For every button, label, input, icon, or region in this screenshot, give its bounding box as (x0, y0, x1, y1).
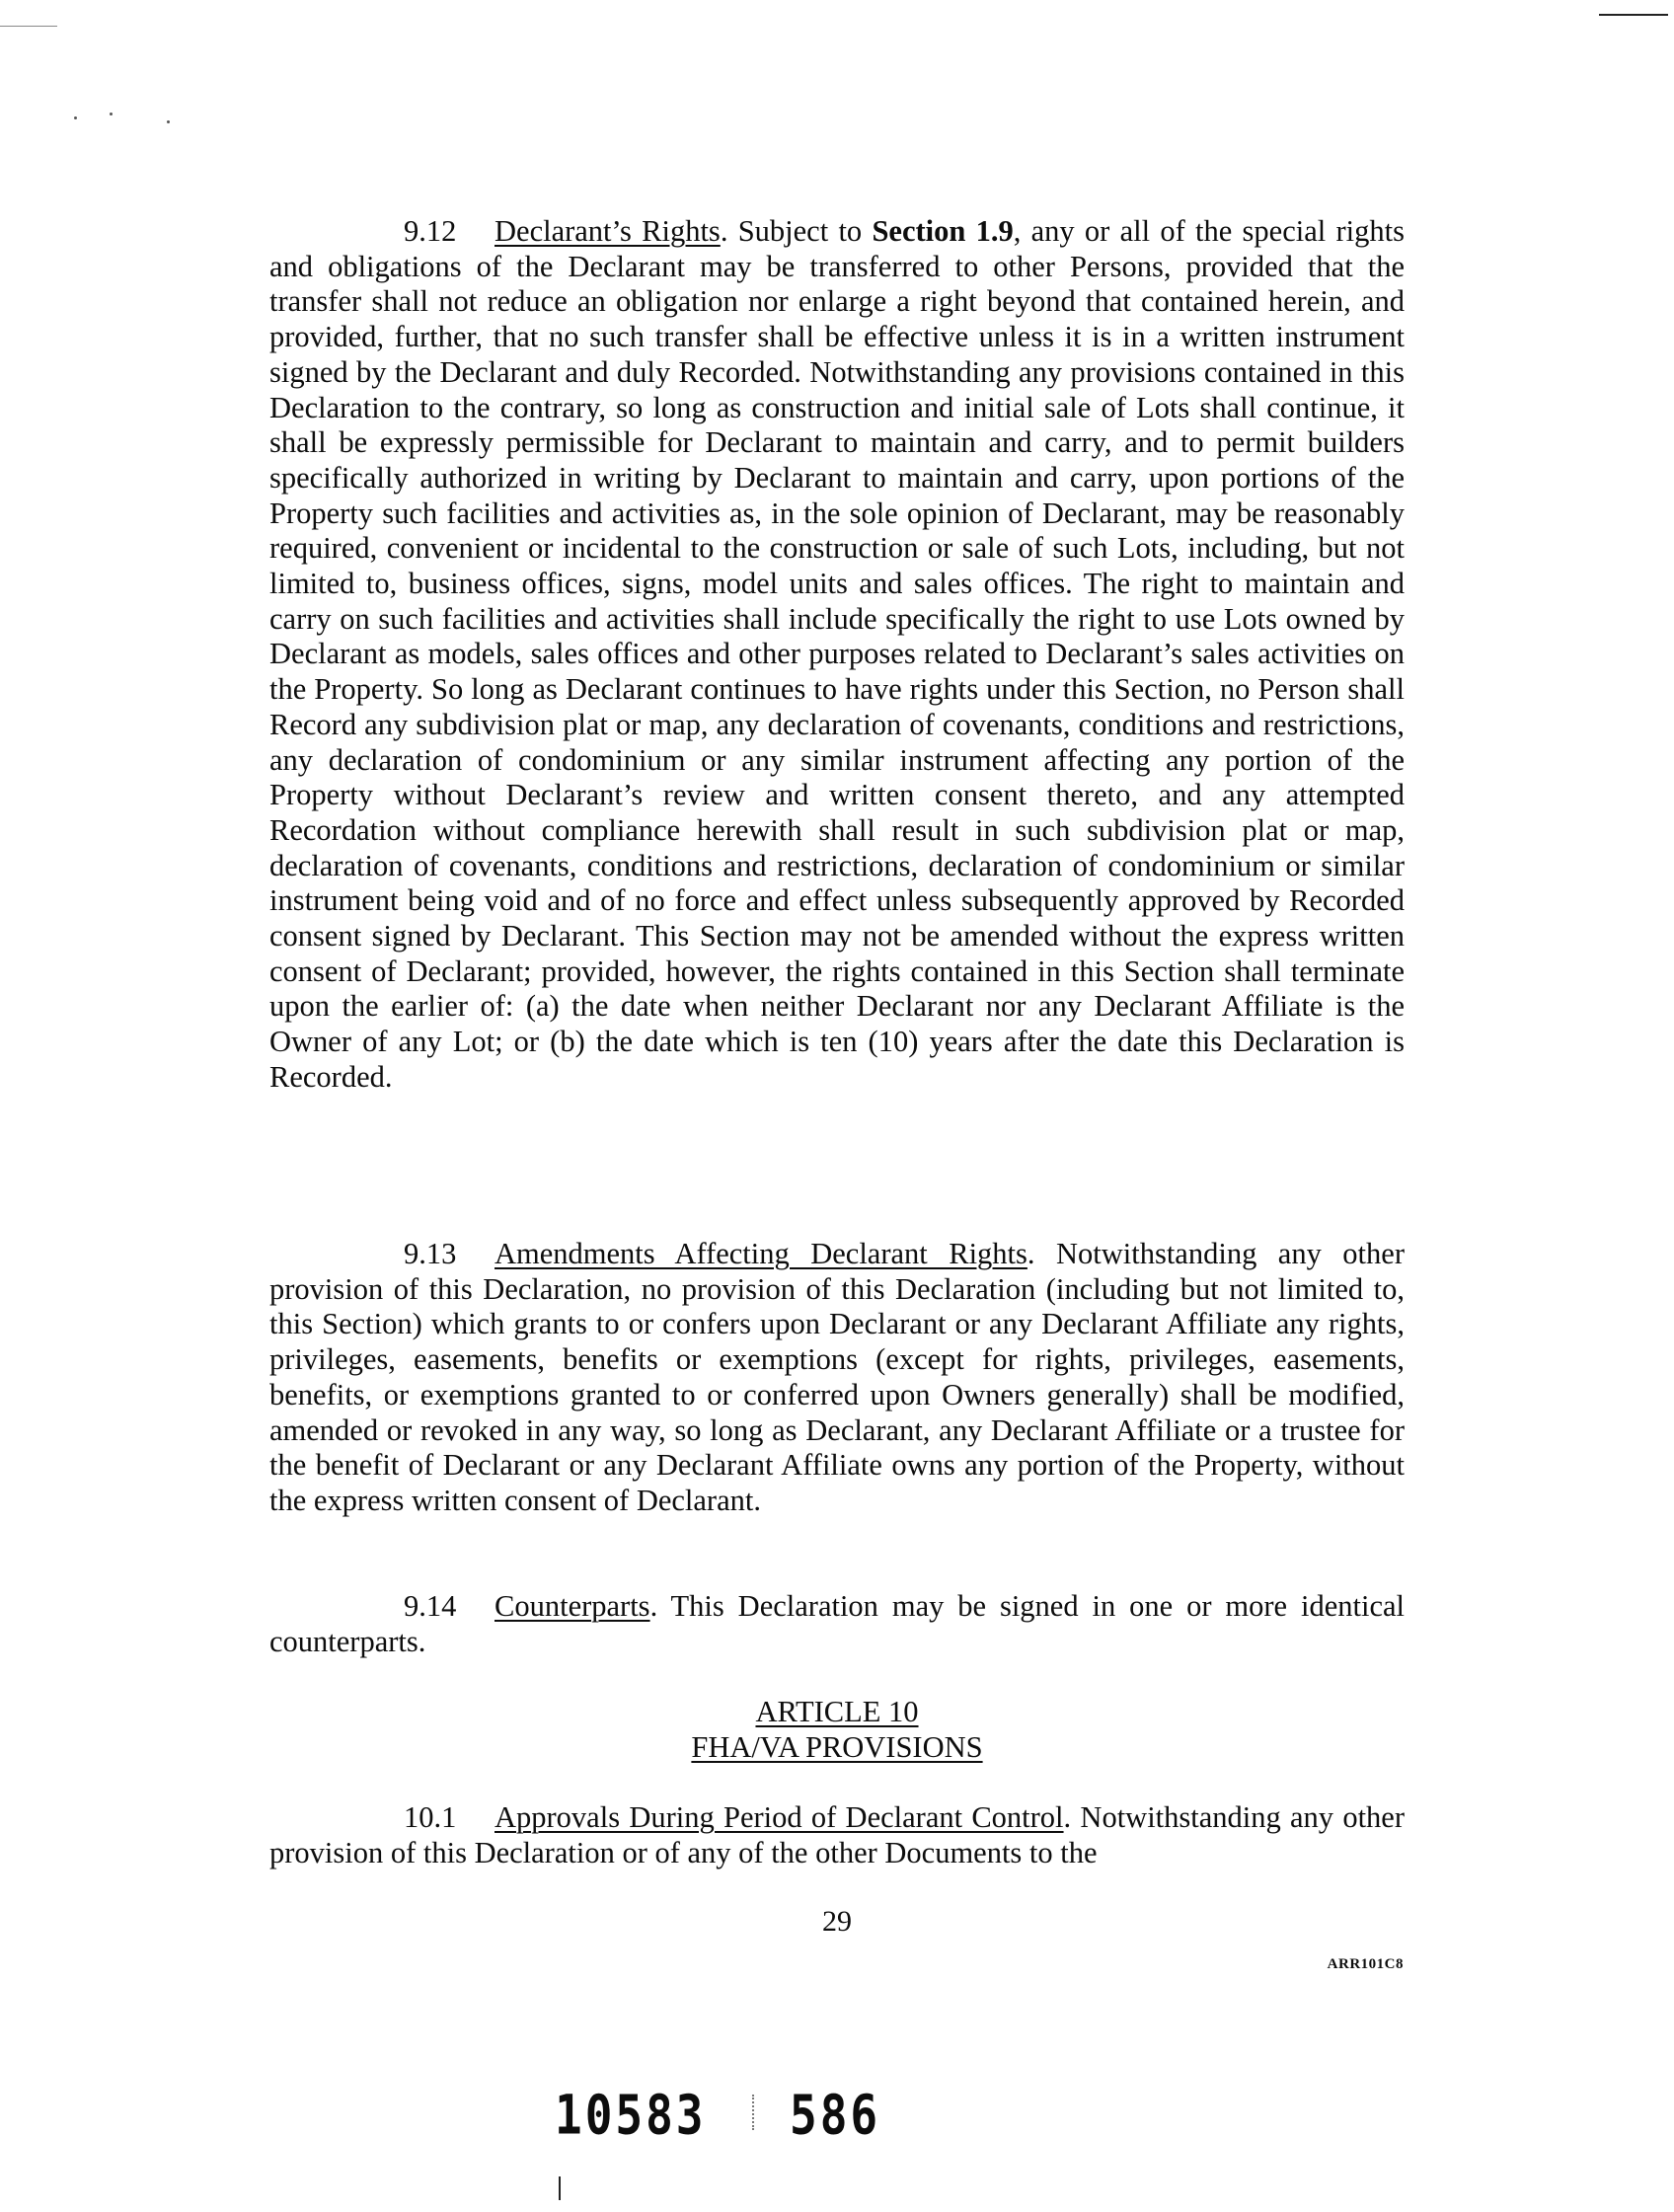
section-9-13-paragraph (269, 1237, 1405, 1519)
recording-stamp-book: 10583 (555, 2083, 707, 2147)
scan-artifact-mark (559, 2176, 561, 2200)
section-9-14 (269, 1589, 1405, 1659)
article-heading (269, 1695, 1405, 1765)
section-title: Declarant’s Rights (495, 214, 721, 248)
section-text: . Subject to (720, 214, 873, 248)
article-title: FHA/VA PROVISIONS (691, 1729, 983, 1764)
section-text: . Notwithstanding any other provision of this Declaration or of any of the other Documents to the (269, 1800, 1405, 1869)
stamp-separator (752, 2095, 756, 2130)
section-number: 10.1 (404, 1800, 457, 1834)
section-title: Approvals During Period of Declarant Control (495, 1800, 1064, 1834)
section-reference: Section 1.9 (872, 214, 1014, 248)
section-9-12 (269, 214, 1405, 1096)
document-code: ARR101C8 (1327, 1956, 1404, 1972)
section-title: Amendments Affecting Declarant Rights (495, 1237, 1027, 1270)
scan-artifact-line (0, 26, 57, 27)
section-text: , any or all of the special rights and obligations of the Declarant may be transferred to other Persons, provided that the transfer shall not reduce an obligation nor enlarge a right beyond that contained herein, and provided, further, that no such transfer shall be effective unless it is in a written instrument signed by the Declarant and duly Recorded. Notwithstanding any provisions contained in this Declaration to the contrary, so long as construction and initial sale of Lots shall continue, it shall be expressly permissible for Declarant to maintain and carry, and to permit builders specifically authorized in writing by Declarant to maintain and carry, upon portions of the Property such facilities and activities as, in the sole opinion of Declarant, may be reasonably required, convenient or incidental to the construction or sale of such Lots, including, but not limited to, business offices, signs, model units and sales offices. The right to maintain and carry on such facilities and activities shall include specifically the right to use Lots owned by Declarant as models, sales offices and other purposes related to Declarant’s sales activities on the Property. So long as Declarant continues to have rights under this Section, no Person shall Record any subdivision plat or map, any declaration of covenants, conditions and restrictions, any declaration of condominium or any similar instrument affecting any portion of the Property without Declarant’s review and written consent thereto, and any attempted Recordation without compliance herewith shall result in such subdivision plat or map, declaration of covenants, conditions and restrictions, declaration of condominium or similar instrument being void and of no force and effect unless subsequently approved by Recorded consent signed by Declarant. This Section may not be amended without the express written consent of Declarant; provided, however, the rights contained in this Section shall terminate upon the earlier of: (a) the date when neither Declarant nor any Declarant Affiliate is the Owner of any Lot; or (b) the date which is ten (10) years after the date this Declaration is Recorded. (269, 214, 1405, 1094)
section-10-1-paragraph (269, 1800, 1405, 1870)
section-number: 9.12 (404, 214, 457, 248)
scan-artifact-dots (74, 113, 173, 126)
section-text: . This Declaration may be signed in one or more identical counterparts. (269, 1589, 1405, 1658)
section-number: 9.13 (404, 1237, 457, 1270)
article-number: ARTICLE 10 (755, 1695, 919, 1728)
section-9-14-paragraph (269, 1589, 1405, 1659)
section-text: . Notwithstanding any other provision of this Declaration, no provision of this Declaration (including but not limited to, this Section) which grants to or confers upon Declarant or any Declarant Affiliate any rights, privileges, easements, benefits or exemptions (except for rights, privileges, easements, benefits, or exemptions granted to or conferred upon Owners generally) shall be modified, amended or revoked in any way, so long as Declarant, any Declarant Affiliate or a trustee for the benefit of Declarant or any Declarant Affiliate owns any portion of the Property, without the express written consent of Declarant. (269, 1237, 1405, 1517)
section-9-12-paragraph (269, 214, 1405, 1096)
page-number: 29 (822, 1905, 852, 1938)
section-number: 9.14 (404, 1589, 457, 1623)
section-9-13 (269, 1237, 1405, 1519)
scan-artifact-line (1599, 14, 1668, 16)
section-title: Counterparts (495, 1589, 650, 1623)
section-10-1 (269, 1800, 1405, 1870)
recording-stamp-page: 586 (790, 2083, 881, 2147)
